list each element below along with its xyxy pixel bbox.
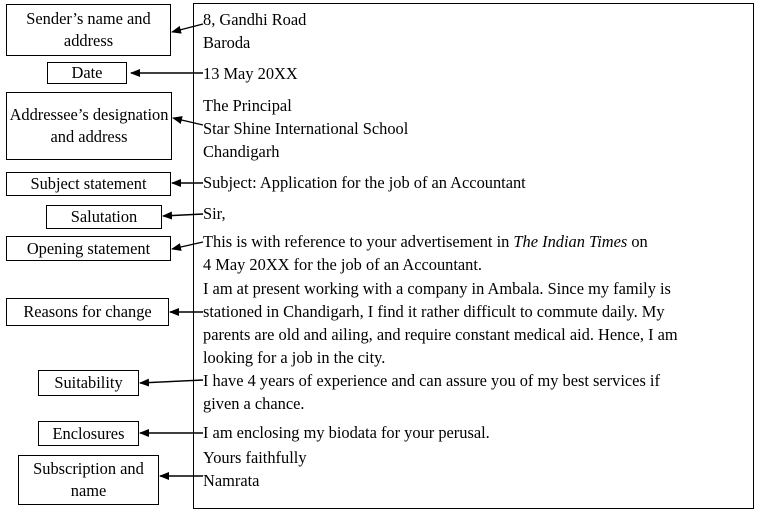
label-salutation xyxy=(46,205,162,229)
reasons-line-1: I am at present working with a company in Ambala. Since my family is xyxy=(203,279,671,298)
reasons-line-4: looking for a job in the city. xyxy=(203,348,386,367)
label-subject-text: Subject statement xyxy=(30,174,147,193)
label-reasons-text: Reasons for change xyxy=(23,302,152,321)
sender-address-line-1: 8, Gandhi Road xyxy=(203,10,307,29)
opening-text-b: on xyxy=(627,232,648,251)
signature-name: Namrata xyxy=(203,471,260,490)
label-opening xyxy=(6,236,171,261)
label-addressee xyxy=(6,92,172,160)
label-subject xyxy=(6,172,171,196)
label-reasons xyxy=(6,298,169,326)
letter-date: 13 May 20XX xyxy=(203,64,298,83)
label-opening-text: Opening statement xyxy=(26,238,151,258)
label-suitability-text: Suitability xyxy=(54,373,123,392)
label-enclosures xyxy=(38,421,139,446)
suitability-line-1: I have 4 years of experience and can assure you of my best services if xyxy=(203,371,660,390)
addressee-line-2: Star Shine International School xyxy=(203,119,409,138)
label-subscription xyxy=(18,455,159,505)
sender-address-line-2: Baroda xyxy=(203,33,251,52)
enclosures-line: I am enclosing my biodata for your perusal. xyxy=(203,423,490,442)
suitability-line-2: given a chance. xyxy=(203,394,305,413)
opening-text-a: This is with reference to your advertisement in xyxy=(203,232,514,251)
label-date-text: Date xyxy=(71,63,103,82)
label-subscription-text: Subscription and name xyxy=(33,459,144,500)
label-sender xyxy=(6,4,171,56)
label-sender-text: Sender’s name and address xyxy=(26,9,151,50)
salutation-line: Sir, xyxy=(203,204,226,223)
addressee-line-3: Chandigarh xyxy=(203,142,280,161)
opening-line-1 xyxy=(203,230,648,254)
reasons-line-2: stationed in Chandigarh, I find it rather difficult to commute daily. My xyxy=(203,302,665,321)
reasons-line-3: parents are old and ailing, and require constant medical aid. Hence, I am xyxy=(203,325,678,344)
opening-line-2: 4 May 20XX for the job of an Accountant. xyxy=(203,255,483,274)
addressee-line-1: The Principal xyxy=(203,96,292,115)
label-date xyxy=(47,62,127,84)
label-enclosures-text: Enclosures xyxy=(52,423,125,443)
closing-line: Yours faithfully xyxy=(203,448,307,467)
newspaper-name: The Indian Times xyxy=(513,232,628,251)
label-suitability xyxy=(38,370,139,396)
label-addressee-text: Addressee’s designation and address xyxy=(9,105,169,146)
label-salutation-text: Salutation xyxy=(70,207,138,226)
subject-line: Subject: Application for the job of an Accountant xyxy=(203,173,526,192)
